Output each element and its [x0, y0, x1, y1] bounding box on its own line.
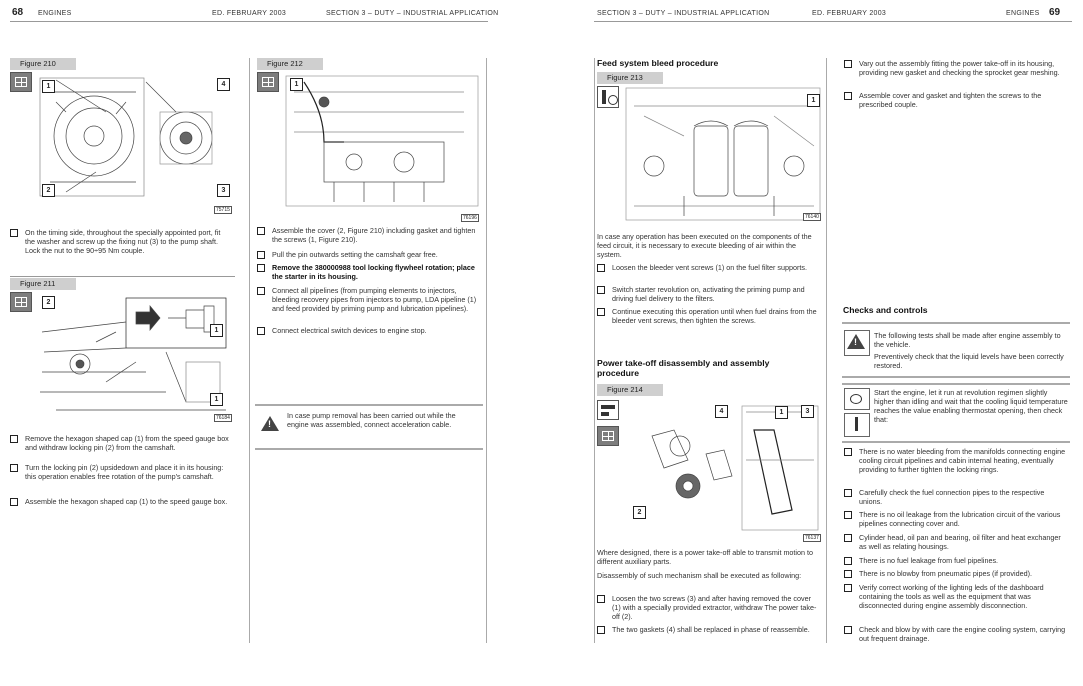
pto-assembly-bullet-1: Vary out the assembly fitting the power take-off in its housing, providing new gasket and checking the sprocket gear meshing.: [844, 59, 1069, 77]
figure-212-bullet-5: Connect electrical switch devices to engine stop.: [257, 326, 481, 335]
figure-211-top-rule: [10, 276, 235, 277]
figure-211-callout-2: 2: [42, 296, 55, 309]
figure-210-grid-icon: [10, 72, 32, 92]
figure-212-grid-icon: [257, 72, 279, 92]
warning-triangle-icon: !: [847, 334, 865, 349]
figure-211-callout-1-bottom: 1: [210, 393, 223, 406]
start-key-icon: [844, 388, 870, 410]
figure-210-callout-4: 4: [217, 78, 230, 91]
figure-212-label: Figure 212: [257, 58, 323, 70]
figure-212-bullet-2: Pull the pin outwards setting the camshaft gear free.: [257, 250, 481, 259]
figure-214-code: 76137: [805, 535, 819, 541]
figure-212-bullet-3: Remove the 380000988 tool locking flywheel rotation; place the starter in its housing.: [257, 263, 481, 281]
pto-section-title: Power take-off disassembly and assembly procedure: [597, 358, 770, 378]
checks-warning-box: [842, 322, 1070, 378]
feed-section-title: Feed system bleed procedure: [597, 58, 719, 68]
figure-213-pump-icon: [597, 86, 619, 108]
checks-warning-2: Preventively check that the liquid levels have been correctly restored.: [874, 352, 1064, 370]
checkbox-icon: [844, 92, 852, 100]
check-bullet-4: Cylinder head, oil pan and bearing, oil filter and heat exchanger as well as relating housings.: [844, 533, 1069, 551]
start-engine-text: Start the engine, let it run at revolution regimen slightly higher than idling and wait that the cooling liquid temperature reaches the value enabling thermostat opening, then check that:: [874, 388, 1068, 424]
checkbox-icon: [597, 286, 605, 294]
checkbox-icon: [257, 287, 265, 295]
feed-bullet-2: Switch starter revolution on, activating the priming pump and driving fuel delivery to the filters.: [597, 285, 821, 303]
figure-213-callout-1: 1: [807, 94, 820, 107]
right-page-number: 69: [1049, 7, 1061, 18]
checkbox-icon: [257, 251, 265, 259]
figure-214-callout-3: 3: [801, 405, 814, 418]
checkbox-icon: [844, 489, 852, 497]
checkbox-icon: [10, 435, 18, 443]
pump-removal-warning: [255, 404, 483, 450]
figure-211-bullet-2: Turn the locking pin (2) upsidedown and place it in its housing: this operation enables free rotation of the pump's camshaft.: [10, 463, 232, 481]
figure-211-grid-icon: [10, 292, 32, 312]
feed-intro: In case any operation has been executed on the components of the feed circuit, it is necessary to execute bleeding of air within the system.: [597, 232, 812, 259]
figure-210-drawing: [36, 72, 232, 212]
checkbox-icon: [844, 557, 852, 565]
right-column-divider: [826, 58, 827, 643]
figure-212-bullet-1: Assemble the cover (2, Figure 210) including gasket and tighten the screws (1, Figure 210).: [257, 226, 481, 244]
checkbox-icon: [257, 227, 265, 235]
pto-assembly-bullet-2: Assemble cover and gasket and tighten the screws to the prescribed couple.: [844, 91, 1069, 109]
pto-bullet-2: The two gaskets (4) shall be replaced in phase of reassemble.: [597, 625, 821, 634]
checkbox-icon: [844, 60, 852, 68]
figure-211-label: Figure 211: [10, 278, 76, 290]
pto-para-2: Disassembly of such mechanism shall be executed as following:: [597, 571, 802, 580]
figure-210-text: On the timing side, throughout the specially appointed port, fit the washer and screw up the fixing nut (3) to the pump shaft. Lock the nut to the 90÷95 Nm couple.: [10, 228, 232, 255]
checkbox-icon: [844, 584, 852, 592]
figure-210-code: 75715: [216, 207, 230, 213]
figure-210-callout-3: 3: [217, 184, 230, 197]
check-bullet-1: There is no water bleeding from the manifolds connecting engine cooling circuit pipelines and cabin internal heating, eventually providing to further tighten the locking rings.: [844, 447, 1069, 474]
figure-211-bullet-1: Remove the hexagon shaped cap (1) from the speed gauge box and withdraw locking pin (2) from the camshaft.: [10, 434, 232, 452]
left-column-divider: [249, 58, 250, 643]
checkbox-icon: [597, 626, 605, 634]
check-bullet-6: There is no blowby from pneumatic pipes (if provided).: [844, 569, 1069, 578]
figure-212-callout-1: 1: [290, 78, 303, 91]
checkbox-icon: [10, 464, 18, 472]
checkbox-icon: [597, 595, 605, 603]
figure-211-code: 76184: [216, 415, 230, 421]
checkbox-icon: [844, 448, 852, 456]
figure-213-code: 76140: [805, 214, 819, 220]
left-header-title: ENGINES: [38, 10, 72, 17]
figure-214-callout-4: 4: [715, 405, 728, 418]
left-header-edition: ED. FEBRUARY 2003: [212, 10, 287, 17]
figure-211-drawing: [36, 292, 232, 420]
checkbox-icon: [844, 534, 852, 542]
figure-214-callout-1: 1: [775, 406, 788, 419]
figure-212-bullet-4: Connect all pipelines (from pumping elements to injectors, bleeding recovery pipes from injectors to pump, LDA pipeline (1) and feed provided by priming pump and lubrication pipelines).: [257, 286, 481, 313]
checkbox-icon: [597, 308, 605, 316]
checkbox-icon: [257, 264, 265, 272]
checks-section-title: Checks and controls: [843, 305, 928, 315]
right-header-section: SECTION 3 – DUTY – INDUSTRIAL APPLICATION: [597, 10, 770, 17]
checks-warning-1: The following tests shall be made after engine assembly to the vehicle.: [874, 331, 1061, 349]
figure-210-callout-1: 1: [42, 80, 55, 93]
start-engine-box: [842, 383, 1070, 443]
checkbox-icon: [10, 229, 18, 237]
figure-214-label: Figure 214: [597, 384, 663, 396]
figure-212-code: 76196: [463, 215, 477, 221]
right-header-edition: ED. FEBRUARY 2003: [812, 10, 887, 17]
figure-213-label: Figure 213: [597, 72, 663, 84]
figure-211-bullet-3: Assemble the hexagon shaped cap (1) to the speed gauge box.: [10, 497, 232, 506]
figure-214-drawing: [624, 400, 822, 540]
figure-210-label: Figure 210: [10, 58, 76, 70]
check-bullet-7: Verify correct working of the lighting leds of the dashboard containing the tools as well as the equipment that was disconnected during engine assembly disconnection.: [844, 583, 1069, 610]
left-header-section: SECTION 3 – DUTY – INDUSTRIAL APPLICATION: [326, 10, 499, 17]
checkbox-icon: [844, 570, 852, 578]
right-header-title: ENGINES: [1006, 10, 1040, 17]
figure-214-callout-2: 2: [633, 506, 646, 519]
feed-bullet-1: Loosen the bleeder vent screws (1) on the fuel filter supports.: [597, 263, 821, 272]
checkbox-icon: [844, 511, 852, 519]
figure-214-disassembly-icon: [597, 400, 619, 420]
check-bullet-8: Check and blow by with care the engine cooling system, carrying out frequent drainage.: [844, 625, 1069, 643]
check-bullet-3: There is no oil leakage from the lubrication circuit of the various pipelines connecting cover and.: [844, 510, 1069, 528]
left-page-number: 68: [12, 7, 24, 18]
right-header-rule: [594, 21, 1072, 22]
right-page-edge: [594, 58, 595, 643]
checkbox-icon: [844, 626, 852, 634]
check-bullet-2: Carefully check the fuel connection pipes to the respective unions.: [844, 488, 1069, 506]
figure-211-callout-1-top: 1: [210, 324, 223, 337]
left-header-rule: [10, 21, 488, 22]
thermometer-icon: [844, 413, 870, 437]
figure-212-drawing: [284, 72, 480, 212]
figure-214-grid-icon: [597, 426, 619, 446]
figure-213-drawing: [624, 86, 822, 222]
figure-210-callout-2: 2: [42, 184, 55, 197]
feed-bullet-3: Continue executing this operation until when fuel drains from the bleeder vent screws, then tighten the screws.: [597, 307, 821, 325]
pto-para-1: Where designed, there is a power take-off able to transmit motion to different auxiliary parts.: [597, 548, 814, 566]
checkbox-icon: [257, 327, 265, 335]
warning-triangle-icon: !: [261, 416, 279, 431]
checkbox-icon: [10, 498, 18, 506]
pump-removal-warning-text: In case pump removal has been carried out while the engine was assembled, connect acceleration cable.: [287, 411, 456, 429]
left-page-edge: [486, 58, 487, 643]
pto-bullet-1: Loosen the two screws (3) and after having removed the cover (1) with a specially provided extractor, withdraw The power take-off (2).: [597, 594, 821, 621]
check-bullet-5: There is no fuel leakage from fuel pipelines.: [844, 556, 1069, 565]
checkbox-icon: [597, 264, 605, 272]
